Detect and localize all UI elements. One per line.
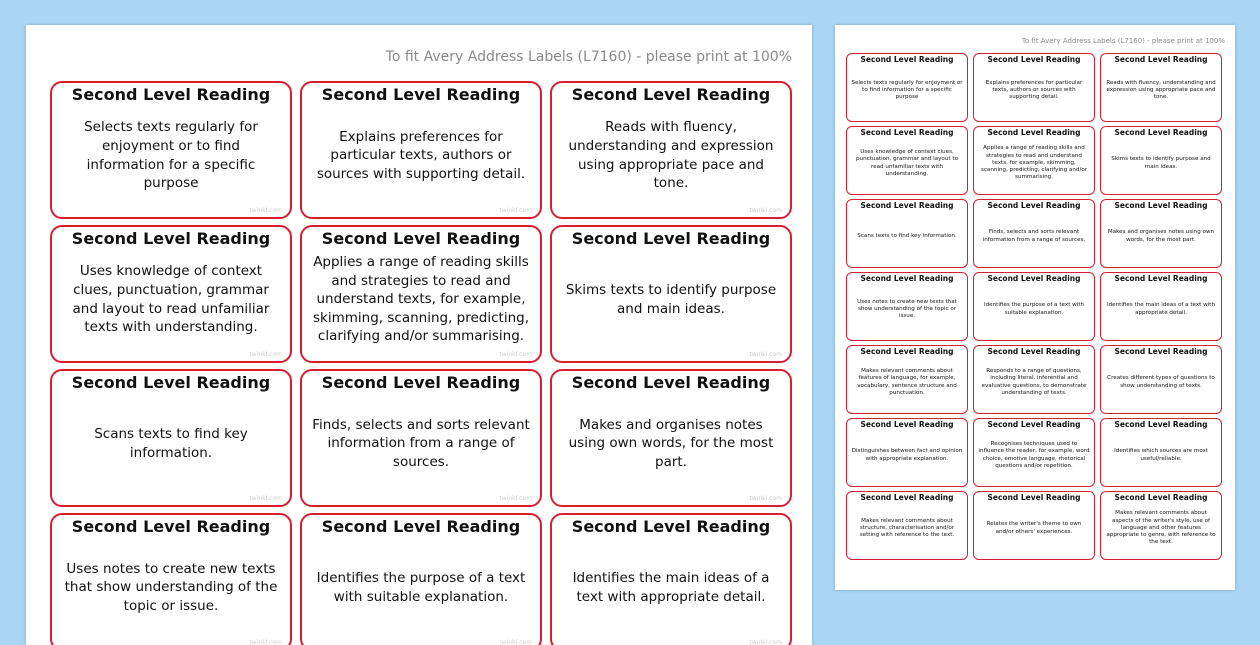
twinkl-watermark: twinkl.com: [499, 207, 532, 214]
reading-label: [550, 513, 792, 645]
label-title: Second Level Reading: [321, 373, 521, 392]
reading-label: [846, 126, 968, 195]
label-title: Second Level Reading: [71, 85, 271, 104]
label-title: Second Level Reading: [1114, 274, 1208, 283]
reading-label: [300, 81, 542, 219]
label-title: Second Level Reading: [571, 229, 771, 248]
reading-label: [973, 199, 1095, 268]
reading-label: [50, 513, 292, 645]
label-title: Second Level Reading: [987, 493, 1081, 502]
reading-label: [300, 513, 542, 645]
label-title: Second Level Reading: [860, 55, 954, 64]
reading-label: [846, 345, 968, 414]
label-text: Finds, selects and sorts relevant information from a range of sources.: [312, 416, 530, 470]
label-title: Second Level Reading: [571, 85, 771, 104]
reading-label: [846, 418, 968, 487]
reading-label: [300, 225, 542, 363]
twinkl-watermark: twinkl.com: [249, 351, 282, 358]
label-grid-large: [50, 81, 792, 645]
reading-label: [846, 53, 968, 122]
twinkl-watermark: twinkl.com: [499, 639, 532, 645]
label-text: Explains preferences for particular texts, authors or sources with supporting detail.: [985, 79, 1083, 101]
label-text: Selects texts regularly for enjoyment or to find information for a specific purpose: [851, 79, 963, 101]
twinkl-watermark: twinkl.com: [249, 639, 282, 645]
label-title: Second Level Reading: [1114, 128, 1208, 137]
twinkl-watermark: twinkl.com: [249, 495, 282, 502]
label-text: Makes relevant comments about features of language, for example, vocabulary, sentence structure and punctuation.: [857, 367, 957, 396]
label-title: Second Level Reading: [860, 201, 954, 210]
label-text: Uses notes to create new texts that show understanding of the topic or issue.: [857, 298, 957, 320]
reading-label: [50, 369, 292, 507]
label-title: Second Level Reading: [987, 347, 1081, 356]
reading-label: [973, 491, 1095, 560]
label-title: Second Level Reading: [987, 201, 1081, 210]
label-text: Identifies the main ideas of a text with appropriate detail.: [1106, 302, 1216, 316]
reading-label: [1100, 126, 1222, 195]
label-text: Explains preferences for particular texts, authors or sources with supporting detail.: [316, 128, 526, 182]
label-title: Second Level Reading: [860, 493, 954, 502]
reading-label: [1100, 418, 1222, 487]
label-text: Skims texts to identify purpose and main ideas.: [1111, 156, 1211, 170]
label-text: Applies a range of reading skills and strategies to read and understand texts, for example, skimming, scanning, predicting, clarifying and/or summarising.: [313, 253, 529, 345]
print-instructions-small: To fit Avery Address Labels (L7160) - please print at 100%: [1021, 37, 1225, 45]
twinkl-watermark: twinkl.com: [749, 207, 782, 214]
label-text: Makes relevant comments about aspects of the writer's style, use of language and other features appropriate to genre, with reference to the text.: [1106, 510, 1216, 546]
reading-label: [50, 225, 292, 363]
label-title: Second Level Reading: [71, 517, 271, 536]
twinkl-watermark: twinkl.com: [749, 495, 782, 502]
twinkl-watermark: twinkl.com: [749, 351, 782, 358]
reading-label: [846, 491, 968, 560]
label-title: Second Level Reading: [860, 128, 954, 137]
twinkl-watermark: twinkl.com: [249, 207, 282, 214]
label-text: Finds, selects and sorts relevant information from a range of sources.: [982, 229, 1086, 243]
reading-label: [550, 369, 792, 507]
label-title: Second Level Reading: [1114, 420, 1208, 429]
small-label-sheet: [835, 25, 1235, 590]
twinkl-watermark: twinkl.com: [749, 639, 782, 645]
reading-label: [50, 81, 292, 219]
label-text: Uses knowledge of context clues, punctuation, grammar and layout to read unfamiliar texts with understanding.: [72, 263, 270, 336]
reading-label: [973, 418, 1095, 487]
label-title: Second Level Reading: [987, 274, 1081, 283]
label-grid-small: [846, 53, 1222, 560]
label-text: Reads with fluency, understanding and expression using appropriate pace and tone.: [568, 119, 774, 192]
label-text: Identifies the purpose of a text with suitable explanation.: [316, 569, 526, 605]
label-title: Second Level Reading: [571, 373, 771, 392]
label-text: Identifies the main ideas of a text with appropriate detail.: [572, 569, 770, 605]
reading-label: [846, 199, 968, 268]
label-text: Recognises techniques used to influence the reader, for example, word choice, emotive language, rhetorical questions and/or repetition.: [978, 440, 1090, 469]
large-label-sheet: [26, 25, 812, 645]
reading-label: [1100, 491, 1222, 560]
label-title: Second Level Reading: [321, 517, 521, 536]
label-text: Makes relevant comments about structure, characterisation and/or setting with reference to the text.: [859, 517, 955, 539]
label-title: Second Level Reading: [571, 517, 771, 536]
label-title: Second Level Reading: [987, 420, 1081, 429]
label-title: Second Level Reading: [1114, 55, 1208, 64]
reading-label: [973, 272, 1095, 341]
reading-label: [973, 126, 1095, 195]
label-text: Makes and organises notes using own words, for the most part.: [568, 416, 774, 470]
label-title: Second Level Reading: [860, 274, 954, 283]
label-title: Second Level Reading: [860, 420, 954, 429]
reading-label: [1100, 199, 1222, 268]
reading-label: [973, 345, 1095, 414]
label-title: Second Level Reading: [987, 128, 1081, 137]
reading-label: [1100, 272, 1222, 341]
label-title: Second Level Reading: [1114, 493, 1208, 502]
label-title: Second Level Reading: [321, 229, 521, 248]
twinkl-watermark: twinkl.com: [499, 351, 532, 358]
label-title: Second Level Reading: [71, 229, 271, 248]
label-text: Relates the writer's theme to own and/or others' experiences.: [986, 521, 1082, 535]
reading-label: [1100, 53, 1222, 122]
label-text: Makes and organises notes using own words, for the most part.: [1107, 229, 1215, 243]
label-text: Creates different types of questions to show understanding of texts.: [1107, 375, 1215, 389]
reading-label: [846, 272, 968, 341]
label-text: Responds to a range of questions, including literal, inferential and evaluative questions, to demonstrate understanding of texts.: [981, 367, 1087, 396]
label-title: Second Level Reading: [1114, 347, 1208, 356]
label-title: Second Level Reading: [321, 85, 521, 104]
label-text: Skims texts to identify purpose and main ideas.: [565, 281, 777, 317]
label-text: Distinguishes between fact and opinion with appropriate explanation.: [851, 448, 963, 462]
label-text: Scans texts to find key information.: [857, 232, 957, 239]
label-title: Second Level Reading: [71, 373, 271, 392]
label-text: Applies a range of reading skills and strategies to read and understand texts, for example, skimming, scanning, predicting, clarifying and/or summarising.: [980, 145, 1088, 181]
label-text: Uses knowledge of context clues, punctuation, grammar and layout to read unfamiliar texts with understanding.: [856, 148, 958, 177]
label-text: Selects texts regularly for enjoyment or to find information for a specific purpose: [84, 119, 258, 192]
label-text: Scans texts to find key information.: [94, 425, 248, 461]
reading-label: [550, 225, 792, 363]
label-text: Uses notes to create new texts that show understanding of the topic or issue.: [64, 560, 278, 614]
twinkl-watermark: twinkl.com: [499, 495, 532, 502]
reading-label: [300, 369, 542, 507]
label-title: Second Level Reading: [860, 347, 954, 356]
reading-label: [973, 53, 1095, 122]
label-text: Identifies the purpose of a text with suitable explanation.: [983, 302, 1085, 316]
label-title: Second Level Reading: [987, 55, 1081, 64]
reading-label: [1100, 345, 1222, 414]
reading-label: [550, 81, 792, 219]
label-text: Identifies which sources are most useful/reliable.: [1114, 448, 1208, 462]
print-instructions: To fit Avery Address Labels (L7160) - please print at 100%: [385, 49, 792, 65]
label-text: Reads with fluency, understanding and expression using appropriate pace and tone.: [1106, 79, 1216, 101]
label-title: Second Level Reading: [1114, 201, 1208, 210]
